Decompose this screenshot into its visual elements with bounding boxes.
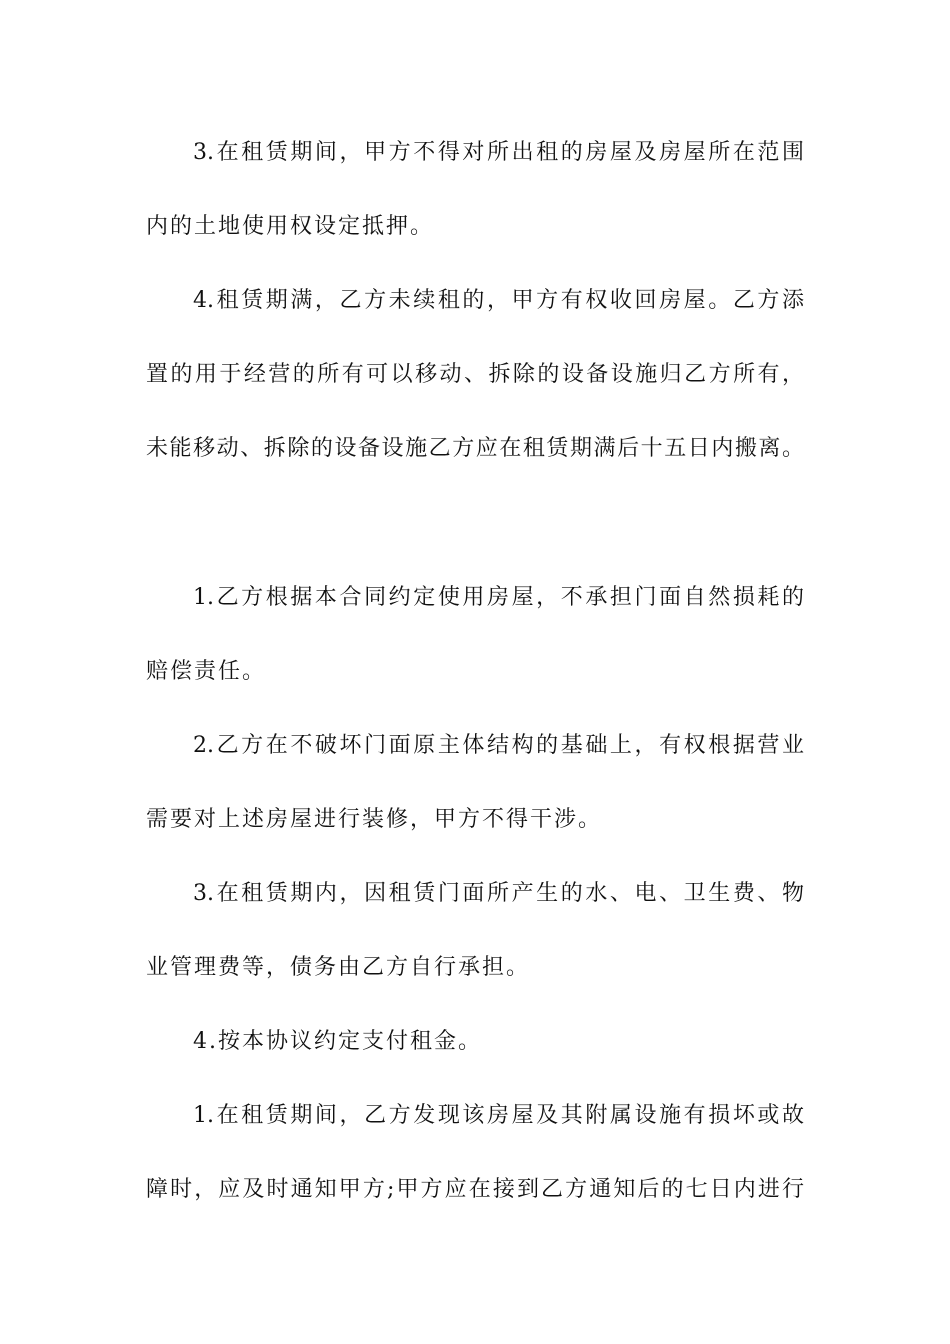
text-line: 1.在租赁期间，乙方发现该房屋及其附属设施有损坏或故: [193, 1103, 804, 1128]
text-line: 业管理费等，债务由乙方自行承担。: [146, 955, 531, 980]
text-line: 内的土地使用权设定抵押。: [146, 214, 435, 239]
text-line: 2.乙方在不破坏门面原主体结构的基础上，有权根据营业: [193, 733, 804, 758]
text-line: 4.租赁期满，乙方未续租的，甲方有权收回房屋。乙方添: [193, 288, 804, 313]
text-line: 4.按本协议约定支付租金。: [193, 1029, 482, 1054]
text-line: 障时，应及时通知甲方;甲方应在接到乙方通知后的七日内进行: [146, 1177, 804, 1202]
text-line: 赔偿责任。: [146, 659, 267, 684]
text-line: 需要对上述房屋进行装修，甲方不得干涉。: [146, 807, 603, 832]
text-line: 置的用于经营的所有可以移动、拆除的设备设施归乙方所有，: [146, 362, 804, 387]
text-line: 1.乙方根据本合同约定使用房屋，不承担门面自然损耗的: [193, 585, 804, 610]
text-line: 3.在租赁期内，因租赁门面所产生的水、电、卫生费、物: [193, 881, 804, 906]
text-line: 3.在租赁期间，甲方不得对所出租的房屋及房屋所在范围: [193, 140, 804, 165]
text-line: 未能移动、拆除的设备设施乙方应在租赁期满后十五日内搬离。: [146, 436, 804, 461]
